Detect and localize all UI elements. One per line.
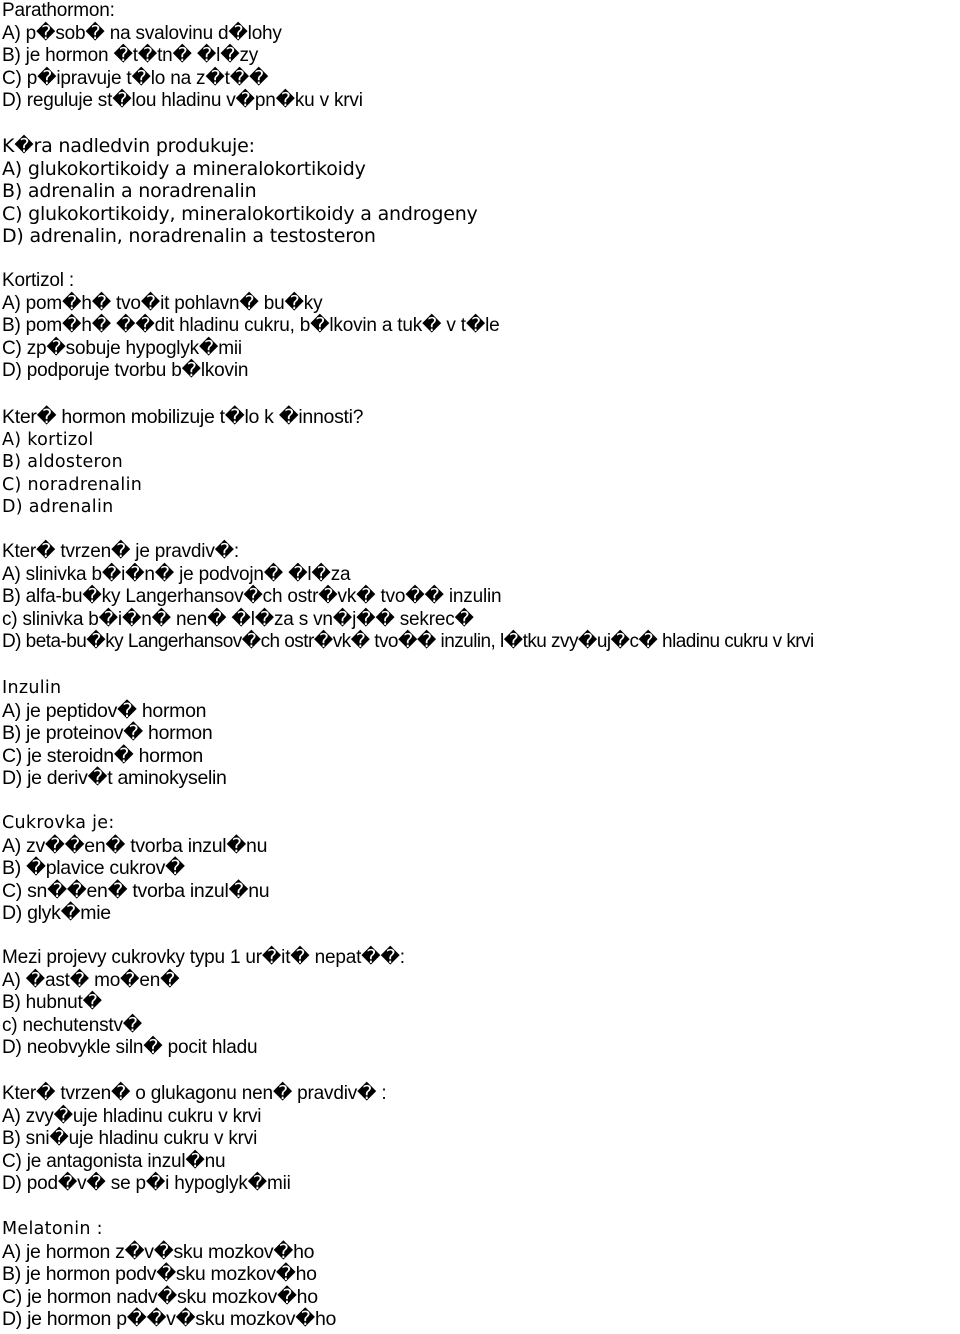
answer-option: A) �ast� mo�en� bbox=[2, 969, 180, 991]
question-block-8 bbox=[2, 947, 405, 1060]
question-text: K�ra nadledvin produkuje: bbox=[2, 135, 255, 157]
question-block-7 bbox=[2, 812, 269, 925]
answer-option: A) slinivka b�i�n� je podvojn� �l�za bbox=[2, 563, 351, 585]
answer-option: B) �plavice cukrov� bbox=[2, 857, 185, 880]
answer-option: D) adrenalin, noradrenalin a testosteron bbox=[2, 225, 376, 248]
question-block-10 bbox=[2, 1218, 336, 1331]
answer-option: B) hubnut� bbox=[2, 992, 102, 1014]
answer-option: C) je hormon nadv�sku mozkov�ho bbox=[2, 1285, 318, 1308]
answer-option: c) nechutenstv� bbox=[2, 1014, 143, 1036]
answer-option: A) zvy�uje hladinu cukru v krvi bbox=[2, 1105, 262, 1127]
question-text: Melatonin : bbox=[2, 1219, 103, 1239]
question-block-9 bbox=[2, 1083, 386, 1196]
answer-option: D) podporuje tvorbu b�lkovin bbox=[2, 360, 249, 382]
answer-option: A) zv��en� tvorba inzul�nu bbox=[2, 834, 268, 857]
question-block-2 bbox=[2, 135, 478, 248]
answer-option: C) glukokortikoidy, mineralokortikoidy a androgeny bbox=[2, 202, 478, 225]
answer-option: B) je hormon podv�sku mozkov�ho bbox=[2, 1263, 317, 1286]
answer-option: D) neobvykle siln� pocit hladu bbox=[2, 1037, 258, 1059]
answer-option: C) noradrenalin bbox=[2, 474, 143, 495]
answer-option: A) glukokortikoidy a mineralokortikoidy bbox=[2, 157, 366, 180]
answer-option: D) reguluje st�lou hladinu v�pn�ku v krvi bbox=[2, 90, 363, 112]
answer-option: C) je steroidn� hormon bbox=[2, 744, 203, 767]
answer-option: D) pod�v� se p�i hypoglyk�mii bbox=[2, 1173, 291, 1195]
question-text: Inzulin bbox=[2, 678, 62, 698]
question-text: Mezi projevy cukrovky typu 1 ur�it� nepat��: bbox=[2, 947, 405, 968]
answer-option: c) slinivka b�i�n� nen� �l�za s vn�j�� sekrec� bbox=[2, 608, 474, 630]
answer-option: A) je peptidov� hormon bbox=[2, 699, 207, 722]
answer-option: B) je proteinov� hormon bbox=[2, 722, 213, 745]
answer-option: B) je hormon �t�tn� �l�zy bbox=[2, 45, 259, 67]
answer-option: A) p�sob� na svalovinu d�lohy bbox=[2, 22, 282, 44]
answer-option: D) je deriv�t aminokyselin bbox=[2, 767, 227, 790]
answer-option: A) kortizol bbox=[2, 429, 94, 450]
question-text: Kter� tvrzen� o glukagonu nen� pravdiv� : bbox=[2, 1083, 387, 1104]
answer-option: A) pom�h� tvo�it pohlavn� bu�ky bbox=[2, 292, 323, 314]
answer-option: D) adrenalin bbox=[2, 497, 114, 518]
question-block-5 bbox=[2, 541, 814, 654]
question-block-6 bbox=[2, 677, 227, 790]
answer-option: D) je hormon p��v�sku mozkov�ho bbox=[2, 1308, 337, 1331]
answer-option: B) pom�h� ��dit hladinu cukru, b�lkovin a tuk� v t�le bbox=[2, 315, 500, 337]
question-text: Kortizol : bbox=[2, 270, 74, 291]
answer-option: D) beta-bu�ky Langerhansov�ch ostr�vk� tvo�� inzulin, l�tku zvy�uj�c� hladinu cukru v krvi bbox=[2, 631, 814, 653]
answer-option: A) je hormon z�v�sku mozkov�ho bbox=[2, 1240, 315, 1263]
answer-option: C) sn��en� tvorba inzul�nu bbox=[2, 879, 270, 902]
answer-option: C) p�ipravuje t�lo na z�t�� bbox=[2, 67, 269, 89]
answer-option: D) glyk�mie bbox=[2, 902, 111, 925]
answer-option: B) sni�uje hladinu cukru v krvi bbox=[2, 1128, 258, 1150]
answer-option: C) je antagonista inzul�nu bbox=[2, 1150, 226, 1172]
answer-option: B) adrenalin a noradrenalin bbox=[2, 180, 257, 203]
question-block-1 bbox=[2, 0, 363, 113]
question-block-4 bbox=[2, 406, 363, 519]
question-text: Cukrovka je: bbox=[2, 813, 115, 833]
question-text: Kter� hormon mobilizuje t�lo k �innosti? bbox=[2, 406, 364, 428]
question-text: Kter� tvrzen� je pravdiv�: bbox=[2, 541, 239, 562]
answer-option: B) alfa-bu�ky Langerhansov�ch ostr�vk� tvo�� inzulin bbox=[2, 586, 502, 608]
answer-option: C) zp�sobuje hypoglyk�mii bbox=[2, 337, 242, 359]
question-block-3 bbox=[2, 270, 500, 383]
question-text: Parathormon: bbox=[2, 0, 115, 21]
answer-option: B) aldosteron bbox=[2, 452, 124, 473]
